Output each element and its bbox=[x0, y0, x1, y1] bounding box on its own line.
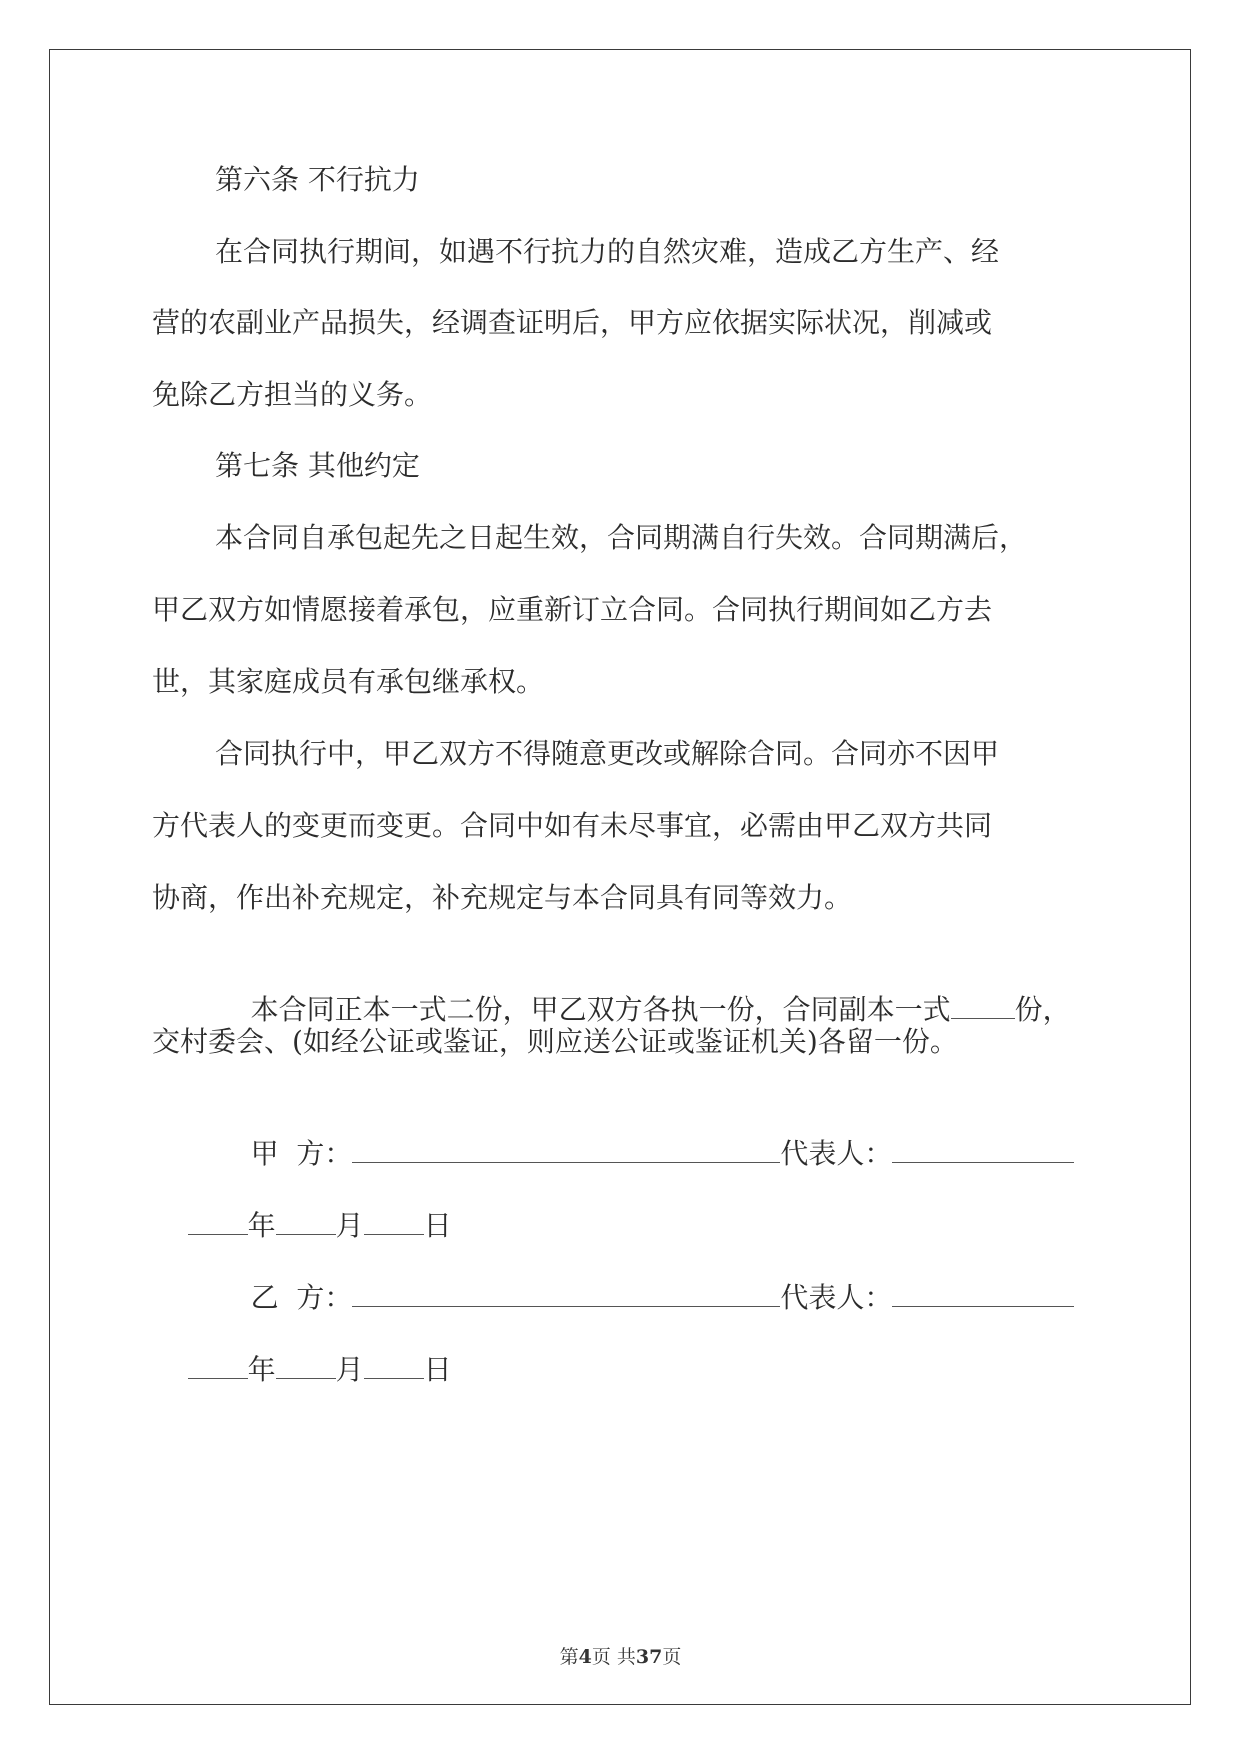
day-blank[interactable] bbox=[364, 1210, 424, 1235]
copies-text: 本合同正本一式二份，甲乙双方各执一份，合同副本一式 bbox=[250, 993, 951, 1026]
day-label: 日 bbox=[423, 1353, 452, 1386]
paragraph-line: 交村委会、(如经公证或鉴证，则应送公证或鉴证机关)各留一份。 bbox=[152, 1025, 958, 1058]
footer-prefix: 第 bbox=[559, 1646, 579, 1668]
footer-mid: 页 共 bbox=[591, 1646, 636, 1668]
party-a-rep-blank[interactable] bbox=[892, 1138, 1074, 1163]
party-a-signature-line bbox=[215, 1094, 1074, 1170]
footer-suffix: 页 bbox=[662, 1646, 682, 1668]
page-border bbox=[49, 49, 1191, 1705]
page-footer bbox=[0, 1642, 1241, 1669]
month-label: 月 bbox=[335, 1209, 364, 1242]
party-b-rep-blank[interactable] bbox=[892, 1282, 1074, 1307]
paragraph-line: 合同执行中，甲乙双方不得随意更改或解除合同。合同亦不因甲 bbox=[215, 737, 1000, 770]
paragraph-line: 营的农副业产品损失，经调查证明后，甲方应依据实际状况，削减或 bbox=[152, 306, 993, 339]
paragraph-line: 免除乙方担当的义务。 bbox=[152, 378, 433, 411]
party-a-date-line bbox=[152, 1166, 452, 1242]
year-blank[interactable] bbox=[188, 1210, 248, 1235]
year-label: 年 bbox=[247, 1353, 276, 1386]
party-b-blank[interactable] bbox=[352, 1282, 780, 1307]
paragraph-line: 方代表人的变更而变更。合同中如有未尽事宜，必需由甲乙双方共同 bbox=[152, 809, 993, 842]
party-b-label: 乙 方： bbox=[250, 1281, 353, 1314]
party-b-date-line bbox=[152, 1310, 452, 1386]
party-a-rep-label: 代表人： bbox=[780, 1137, 893, 1170]
current-page-number: 4 bbox=[578, 1646, 592, 1668]
paragraph-line: 协商，作出补充规定，补充规定与本合同具有同等效力。 bbox=[152, 881, 853, 914]
day-label: 日 bbox=[423, 1209, 452, 1242]
copies-suffix: 份， bbox=[1014, 993, 1071, 1026]
party-a-blank[interactable] bbox=[352, 1138, 780, 1163]
party-a-label: 甲 方： bbox=[250, 1137, 353, 1170]
paragraph-line: 在合同执行期间，如遇不行抗力的自然灾难，造成乙方生产、经 bbox=[215, 235, 1000, 268]
year-blank[interactable] bbox=[188, 1354, 248, 1379]
copies-blank[interactable] bbox=[951, 994, 1015, 1019]
month-label: 月 bbox=[335, 1353, 364, 1386]
paragraph-line: 本合同自承包起先之日起生效，合同期满自行失效。合同期满后， bbox=[215, 521, 1028, 554]
month-blank[interactable] bbox=[276, 1210, 336, 1235]
paragraph-line bbox=[215, 950, 1071, 1026]
paragraph-line: 世，其家庭成员有承包继承权。 bbox=[152, 665, 545, 698]
party-b-signature-line bbox=[215, 1238, 1074, 1314]
party-b-rep-label: 代表人： bbox=[780, 1281, 893, 1314]
month-blank[interactable] bbox=[276, 1354, 336, 1379]
year-label: 年 bbox=[247, 1209, 276, 1242]
total-page-count: 37 bbox=[635, 1646, 663, 1668]
article-seven-heading: 第七条 其他约定 bbox=[215, 449, 420, 482]
article-six-heading: 第六条 不行抗力 bbox=[215, 163, 420, 196]
day-blank[interactable] bbox=[364, 1354, 424, 1379]
paragraph-line: 甲乙双方如情愿接着承包，应重新订立合同。合同执行期间如乙方去 bbox=[152, 593, 993, 626]
